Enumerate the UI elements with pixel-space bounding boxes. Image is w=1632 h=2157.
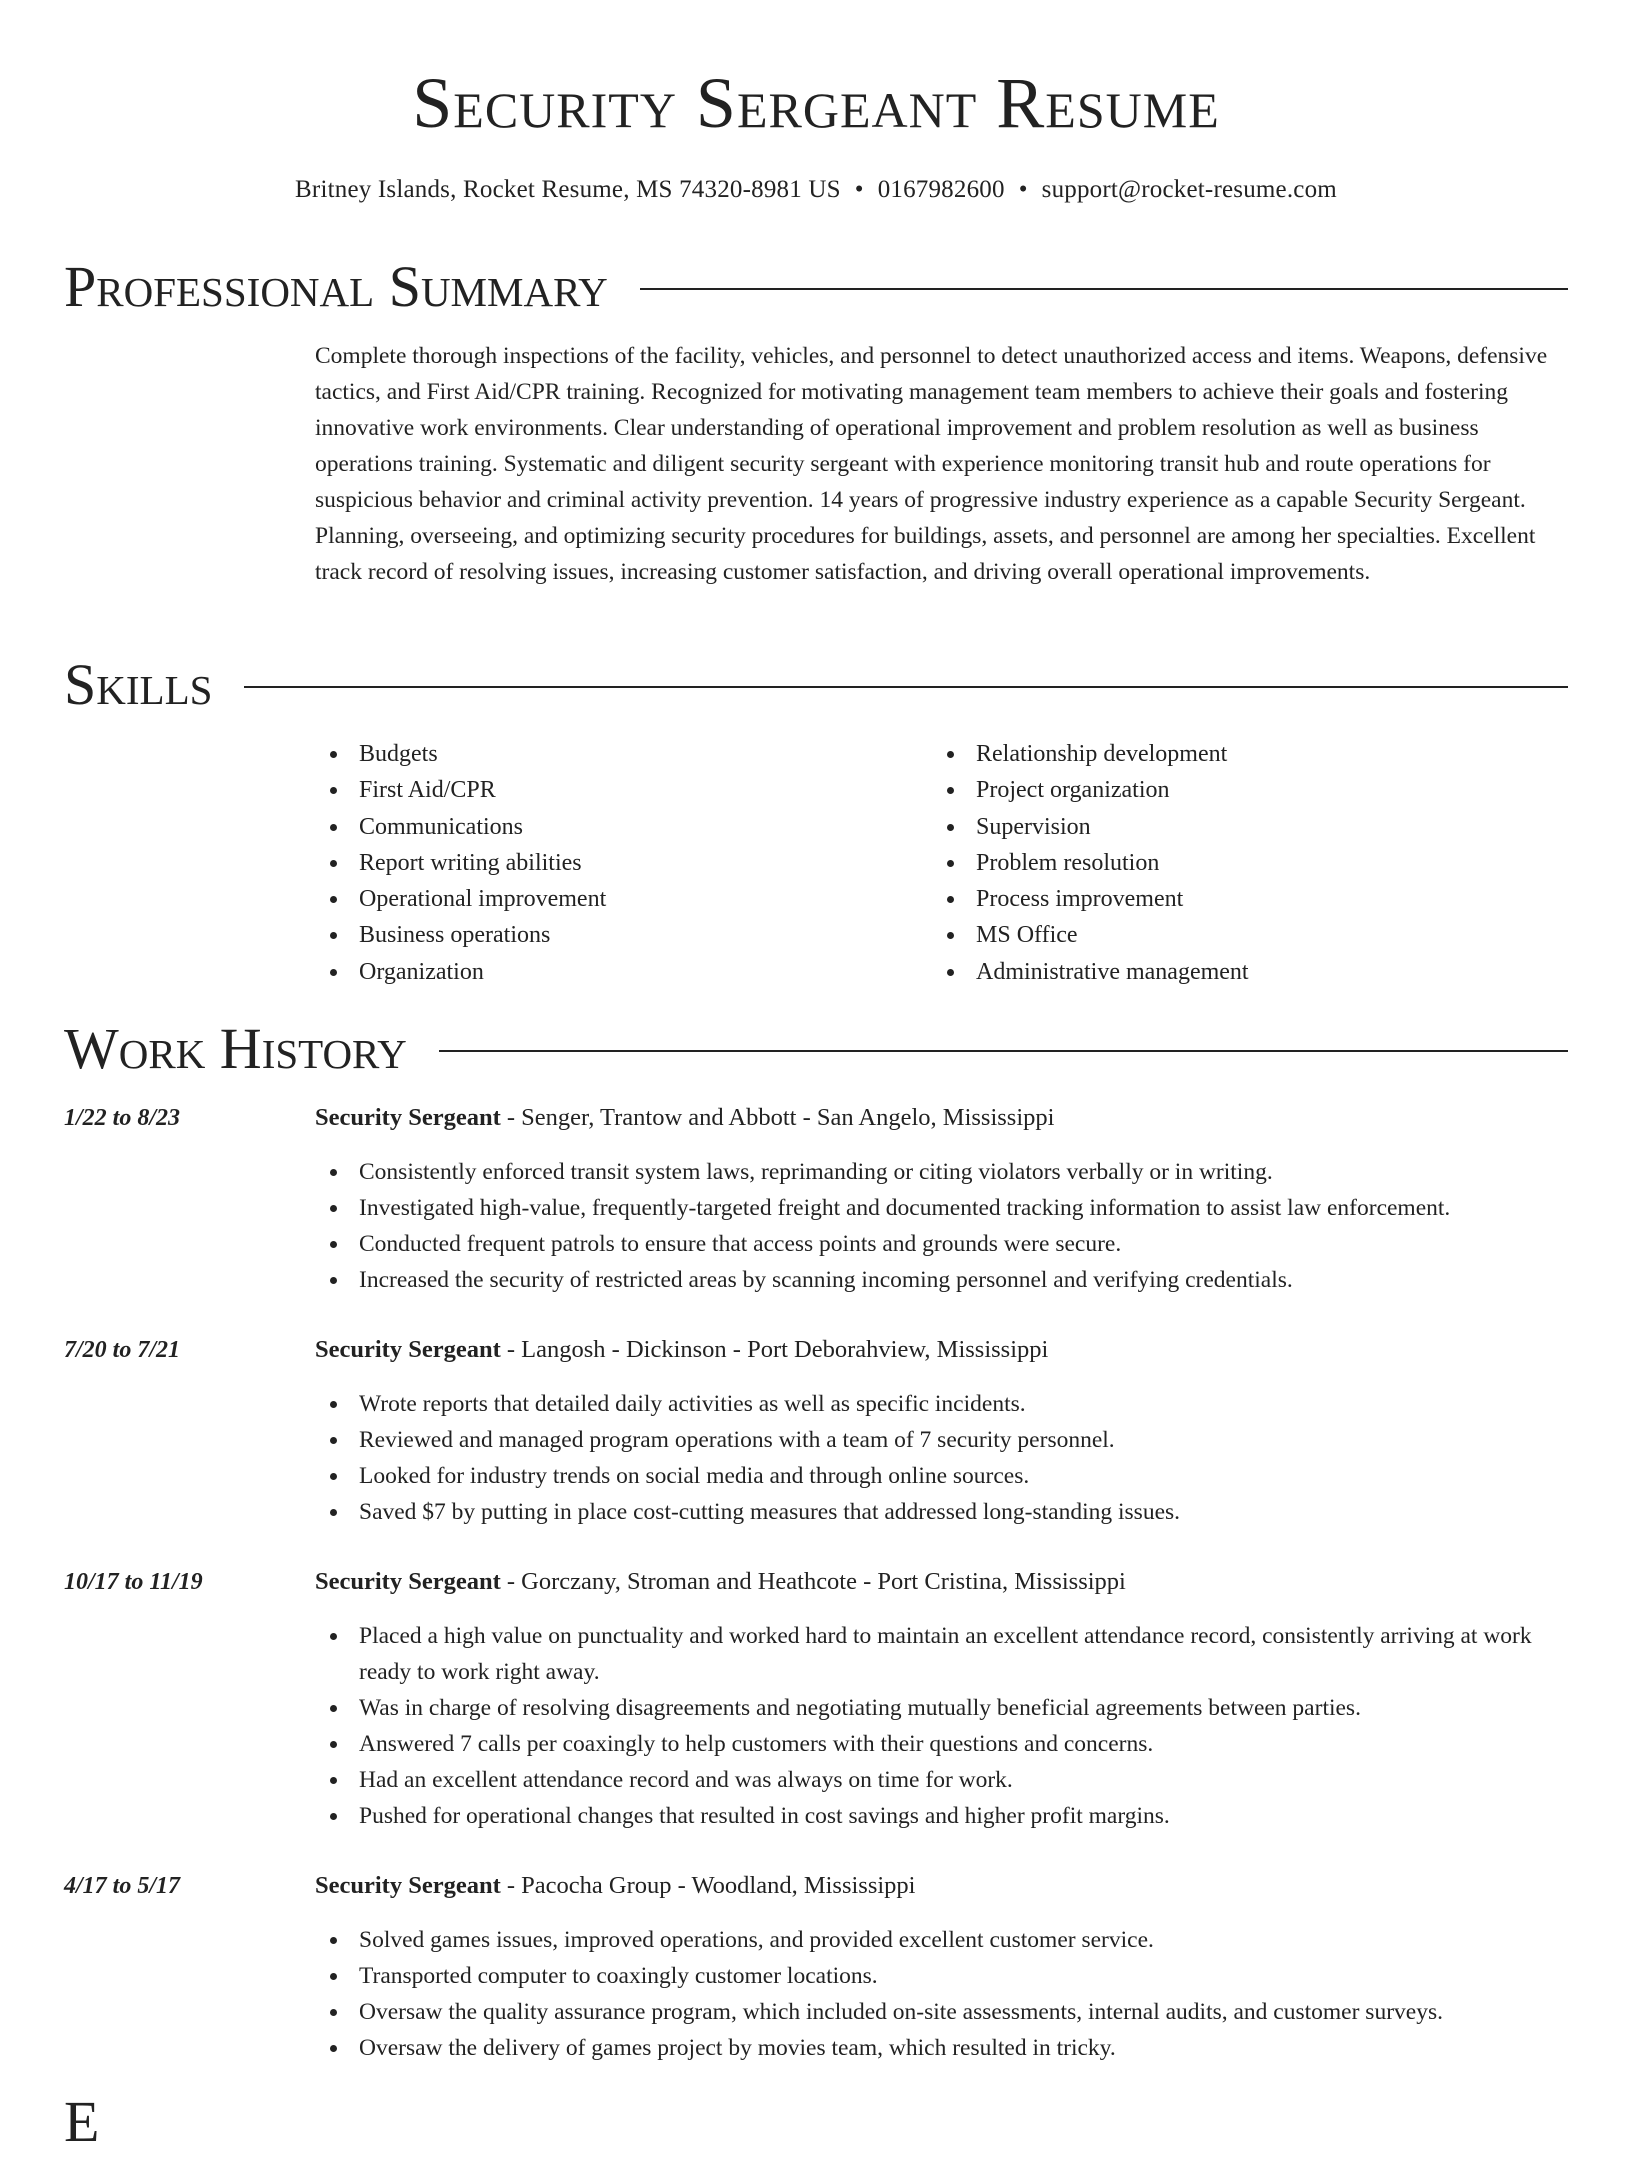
job-bullets	[315, 1922, 1568, 2066]
section-heading-skills	[64, 650, 1568, 720]
section-divider	[640, 288, 1568, 290]
job-company-location: - Gorczany, Stroman and Heathcote - Port Cristina, Mississippi	[500, 1568, 1126, 1595]
job-dates: 10/17 to 11/19	[64, 1569, 203, 1595]
job-title: Security Sergeant	[315, 1568, 501, 1595]
job-bullet: Saved $7 by putting in place cost-cutting measures that addressed long-standing issues.	[315, 1494, 1568, 1530]
skill-item: Organization	[315, 954, 606, 990]
job-dates: 7/20 to 7/21	[64, 1337, 181, 1363]
job-bullet: Solved games issues, improved operations, and provided excellent customer service.	[315, 1922, 1568, 1958]
resume-title: Security Sergeant Resume	[412, 63, 1220, 143]
skill-item: Administrative management	[932, 954, 1249, 990]
skills-list-left	[315, 736, 606, 990]
contact-separator: •	[1018, 176, 1028, 203]
job-bullet: Increased the security of restricted areas by scanning incoming personnel and verifying credentials.	[315, 1262, 1568, 1298]
contact-address: Britney Islands, Rocket Resume, MS 74320-8981 US	[295, 176, 841, 203]
section-title: E	[64, 2089, 100, 2154]
job-bullet: Was in charge of resolving disagreements and negotiating mutually beneficial agreements between parties.	[315, 1690, 1568, 1726]
job-bullet: Conducted frequent patrols to ensure that access points and grounds were secure.	[315, 1226, 1568, 1262]
skill-item: Communications	[315, 809, 606, 845]
job-title: Security Sergeant	[315, 1336, 501, 1363]
job-bullet: Wrote reports that detailed daily activities as well as specific incidents.	[315, 1386, 1568, 1422]
job-bullets	[315, 1386, 1568, 1530]
section-heading-next	[64, 2087, 1568, 2157]
skill-item: Budgets	[315, 736, 606, 772]
job-bullet: Looked for industry trends on social media and through online sources.	[315, 1458, 1568, 1494]
skill-item: Operational improvement	[315, 881, 606, 917]
skill-item: Relationship development	[932, 736, 1249, 772]
job-heading	[315, 1868, 915, 1904]
skill-item: Business operations	[315, 917, 606, 953]
job-bullet: Pushed for operational changes that resulted in cost savings and higher profit margins.	[315, 1798, 1568, 1834]
job-dates: 1/22 to 8/23	[64, 1105, 181, 1131]
skill-item: Problem resolution	[932, 845, 1249, 881]
job-bullet: Consistently enforced transit system laws, reprimanding or citing violators verbally or in writing.	[315, 1154, 1568, 1190]
job-company-location: - Langosh - Dickinson - Port Deborahview, Mississippi	[500, 1336, 1049, 1363]
job-bullets	[315, 1154, 1568, 1298]
job-bullet: Reviewed and managed program operations with a team of 7 security personnel.	[315, 1422, 1568, 1458]
job-bullet: Placed a high value on punctuality and worked hard to maintain an excellent attendance record, consistently arriving at work ready to work right away.	[315, 1618, 1568, 1690]
contact-separator: •	[854, 176, 864, 203]
section-heading-summary	[64, 252, 1568, 322]
job-bullet: Oversaw the delivery of games project by movies team, which resulted in tricky.	[315, 2030, 1568, 2066]
job-bullets	[315, 1618, 1568, 1834]
job-title: Security Sergeant	[315, 1104, 501, 1131]
skill-item: Supervision	[932, 809, 1249, 845]
job-title: Security Sergeant	[315, 1872, 501, 1899]
contact-line	[0, 173, 1632, 207]
section-divider	[244, 686, 1568, 688]
job-bullet: Had an excellent attendance record and was always on time for work.	[315, 1762, 1568, 1798]
section-title: Skills	[64, 652, 213, 717]
contact-email: support@rocket-resume.com	[1041, 176, 1337, 203]
job-bullet: Answered 7 calls per coaxingly to help customers with their questions and concerns.	[315, 1726, 1568, 1762]
job-heading	[315, 1100, 1054, 1136]
job-bullet: Transported computer to coaxingly customer locations.	[315, 1958, 1568, 1994]
skill-item: Project organization	[932, 772, 1249, 808]
section-title: Professional Summary	[64, 254, 608, 319]
job-company-location: - Senger, Trantow and Abbott - San Angelo, Mississippi	[500, 1104, 1055, 1131]
summary-paragraph: Complete thorough inspections of the facility, vehicles, and personnel to detect unauthorized access and items. Weapons, defensive tactics, and First Aid/CPR training. Recognized for motivating management team members to achieve their goals and fostering innovative work environments. Clear understanding of operational improvement and problem resolution as well as business operations training. Systematic and diligent security sergeant with experience monitoring transit hub and route operations for suspicious behavior and criminal activity prevention. 14 years of progressive industry experience as a capable Security Sergeant. Planning, overseeing, and optimizing security procedures for buildings, assets, and personnel are among her specialties. Excellent track record of resolving issues, increasing customer satisfaction, and driving overall operational improvements.	[315, 343, 1548, 585]
section-title: Work History	[64, 1016, 407, 1081]
job-heading	[315, 1332, 1048, 1368]
skill-item: Process improvement	[932, 881, 1249, 917]
job-heading	[315, 1564, 1126, 1600]
skills-list-right	[932, 736, 1249, 990]
job-bullet: Investigated high-value, frequently-targeted freight and documented tracking information to assist law enforcement.	[315, 1190, 1568, 1226]
section-heading-work-history	[64, 1014, 1568, 1084]
skill-item: First Aid/CPR	[315, 772, 606, 808]
section-divider	[439, 1050, 1568, 1052]
skill-item: MS Office	[932, 917, 1249, 953]
job-dates: 4/17 to 5/17	[64, 1873, 181, 1899]
contact-phone: 0167982600	[877, 176, 1005, 203]
job-company-location: - Pacocha Group - Woodland, Mississippi	[500, 1872, 916, 1899]
skill-item: Report writing abilities	[315, 845, 606, 881]
job-bullet: Oversaw the quality assurance program, which included on-site assessments, internal audits, and customer surveys.	[315, 1994, 1568, 2030]
